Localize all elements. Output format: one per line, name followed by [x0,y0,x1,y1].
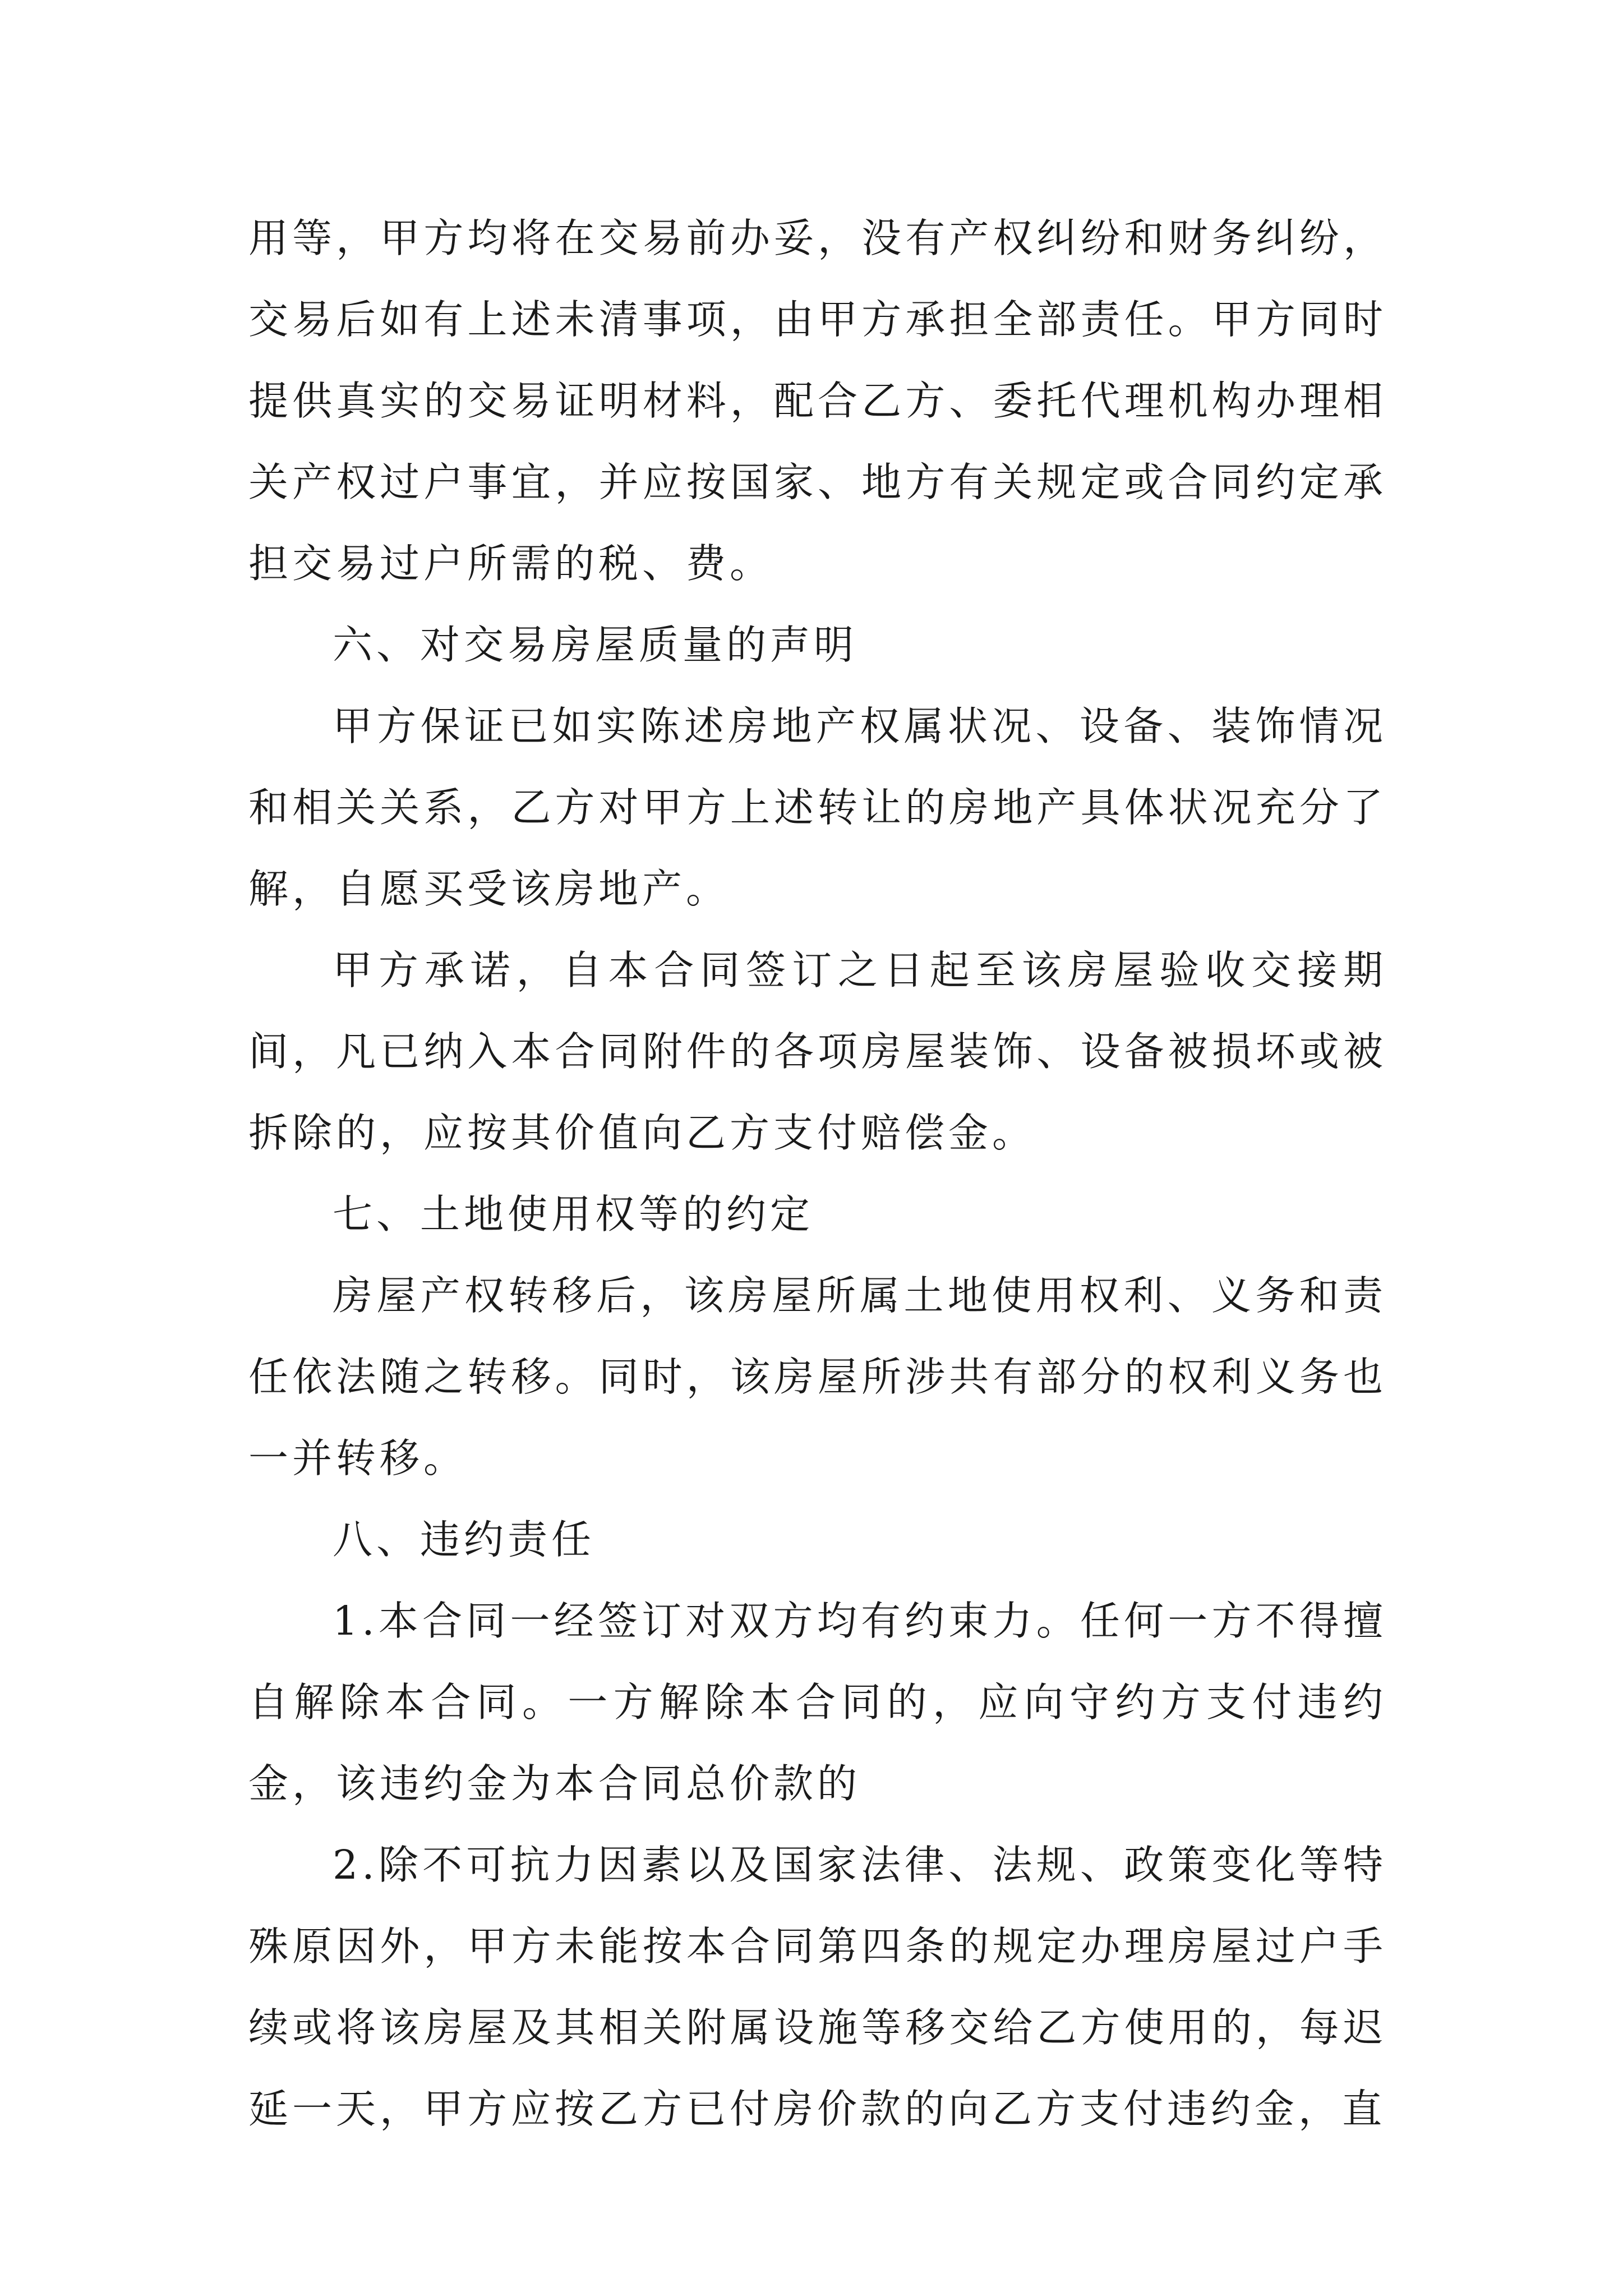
contract-body [248,197,1387,2150]
paragraph-quality-statement: 甲方保证已如实陈述房地产权属状况、设备、装饰情况和相关关系，乙方对甲方上述转让的房地产具体状况充分了解，自愿买受该房地产。 [248,703,1387,912]
section-heading-7: 七、土地使用权等的约定 [333,1191,814,1237]
paragraph-breach-clause-2: 2.除不可抗力因素以及国家法律、法规、政策变化等特殊原因外，甲方未能按本合同第四条的规定办理房屋过户手续或将该房屋及其相关附属设施等移交给乙方使用的，每迟延一天，甲方应按乙方已付房价款的向乙方支付违约金，直 [248,1842,1387,2132]
section-heading-8: 八、违约责任 [333,1516,596,1563]
paragraph-damage-compensation: 甲方承诺，自本合同签订之日起至该房屋验收交接期间，凡已纳入本合同附件的各项房屋装饰、设备被损坏或被拆除的，应按其价值向乙方支付赔偿金。 [248,947,1387,1156]
paragraph-transfer-responsibility: 用等，甲方均将在交易前办妥，没有产权纠纷和财务纠纷，交易后如有上述未清事项，由甲方承担全部责任。甲方同时提供真实的交易证明材料，配合乙方、委托代理机构办理相关产权过户事宜，并应按国家、地方有关规定或合同约定承担交易过户所需的税、费。 [248,215,1387,587]
paragraph-breach-clause-1: 1.本合同一经签订对双方均有约束力。任何一方不得擅自解除本合同。一方解除本合同的，应向守约方支付违约金，该违约金为本合同总价款的 [248,1598,1387,1807]
paragraph-land-use-rights: 房屋产权转移后，该房屋所属土地使用权利、义务和责任依法随之转移。同时，该房屋所涉共有部分的权利义务也一并转移。 [248,1272,1387,1481]
section-heading-6: 六、对交易房屋质量的声明 [333,622,858,668]
